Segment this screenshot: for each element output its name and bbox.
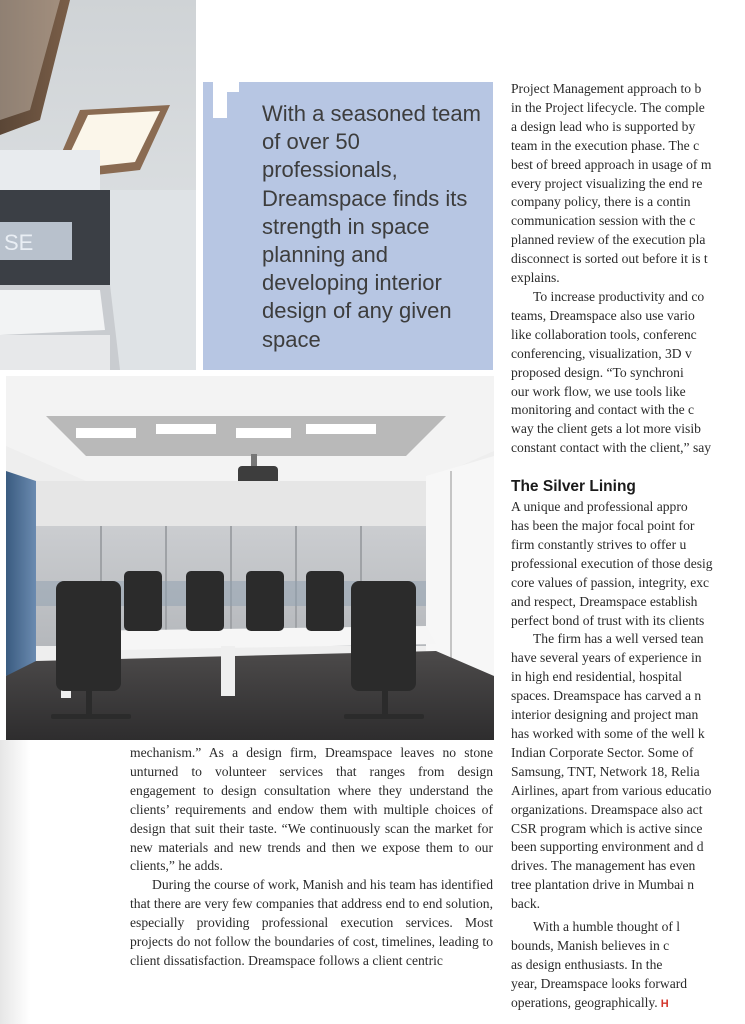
text-line: have several years of experience in — [511, 650, 702, 666]
text-line: perfect bond of trust with its clients — [511, 612, 705, 628]
text-line: constant contact with the client,” say — [511, 440, 712, 456]
left-text-column — [130, 744, 493, 971]
text-line: and respect, Dreamspace establish — [511, 593, 698, 609]
text-line: our work flow, we use tools like — [511, 383, 686, 399]
text-line: every project visualizing the end re — [511, 175, 703, 191]
text-line: as design enthusiasts. In the — [511, 956, 663, 972]
office-interior-illustration — [0, 0, 196, 370]
text-line: back. — [511, 896, 541, 912]
paragraph — [511, 80, 745, 288]
text-line: a design lead who is supported by — [511, 118, 696, 134]
text-line: firm constantly strives to offer u — [511, 536, 687, 552]
text-line: bounds, Manish believes in c — [511, 937, 670, 953]
text-line: way the client gets a lot more visib — [511, 421, 701, 437]
text-line: in the Project lifecycle. The comple — [511, 99, 705, 115]
quote-mark-icon — [213, 82, 253, 122]
text-line: company policy, there is a contin — [511, 194, 691, 210]
text-line: Samsung, TNT, Network 18, Relia — [511, 763, 700, 779]
text-line: monitoring and contact with the c — [511, 402, 695, 418]
text-line: in high end residential, hospital — [511, 669, 683, 685]
text-line: year, Dreamspace looks forward — [511, 975, 688, 991]
paragraph — [511, 630, 745, 914]
text-line: With a humble thought of l — [533, 919, 681, 935]
text-line: best of breed approach in usage of m — [511, 156, 712, 172]
text-line: Project Management approach to b — [511, 81, 702, 96]
text-line: conferencing, visualization, 3D v — [511, 345, 692, 361]
paragraph — [511, 288, 745, 458]
page-gutter-shadow — [0, 740, 30, 1024]
right-column-lines — [511, 80, 745, 1014]
text-line-content: operations, geographically. — [511, 994, 658, 1010]
text-line: teams, Dreamspace also use vario — [511, 307, 695, 323]
conference-room-photo — [6, 376, 494, 740]
text-line: communication session with the c — [511, 213, 696, 229]
text-line: CSR program which is active since — [511, 820, 703, 836]
text-line: explains. — [511, 270, 560, 286]
text-line: drives. The management has even — [511, 858, 696, 874]
text-line: Airlines, apart from various educatio — [511, 782, 712, 798]
text-line: A unique and professional appro — [511, 499, 688, 515]
text-line: To increase productivity and co — [533, 288, 705, 304]
paragraph: mechanism.” As a design firm, Dreamspace leaves no stone unturned to volunteer services that ranges from design engagement to design consultation where they understand the clients’ requirements and endow them with multiple choices of design that suit their taste. “We continuously scan the market for new materials and new trends and then we expose them to our clients,” he adds. — [130, 745, 493, 874]
text-line: spaces. Dreamspace has carved a n — [511, 688, 702, 704]
paragraph — [511, 498, 745, 630]
right-text-column — [511, 80, 745, 1015]
paragraph: During the course of work, Manish and his team has identified that there are very few companies that address end to end solution, especially providing professional execution services. Most projects do not follow the boundaries of cost, timelines, leading to client dissatisfaction. Dreamspace follows a client centric — [130, 877, 493, 968]
text-line: professional execution of those desig — [511, 555, 713, 571]
text-line: proposed design. “To synchroni — [511, 364, 684, 380]
wall-sign-text: SE — [4, 230, 34, 255]
text-line: Indian Corporate Sector. Some of — [511, 744, 694, 760]
text-line: disconnect is sorted out before it is t — [511, 251, 708, 267]
paragraph — [511, 918, 745, 1014]
pull-quote-text: With a seasoned team of over 50 professionals, Dreamspace finds its strength in space planning and developing interior design of any given space — [262, 101, 481, 352]
text-line: like collaboration tools, conferenc — [511, 326, 697, 342]
text-line: has been the major focal point for — [511, 518, 695, 534]
text-line: organizations. Dreamspace also act — [511, 801, 703, 817]
text-line: been supporting environment and d — [511, 839, 704, 855]
section-heading: The Silver Lining — [511, 478, 636, 496]
text-line: The firm has a well versed tean — [533, 631, 704, 647]
text-line: tree plantation drive in Mumbai n — [511, 877, 695, 893]
end-of-article-mark: H — [660, 997, 669, 1010]
text-line: core values of passion, integrity, exc — [511, 574, 710, 590]
text-line: interior designing and project man — [511, 707, 699, 723]
text-line: has worked with some of the well k — [511, 726, 705, 741]
office-interior-photo — [0, 0, 196, 370]
conference-room-illustration — [6, 376, 494, 740]
text-line — [511, 994, 745, 1014]
text-line: team in the execution phase. The c — [511, 137, 700, 153]
text-line: planned review of the execution pla — [511, 232, 706, 248]
